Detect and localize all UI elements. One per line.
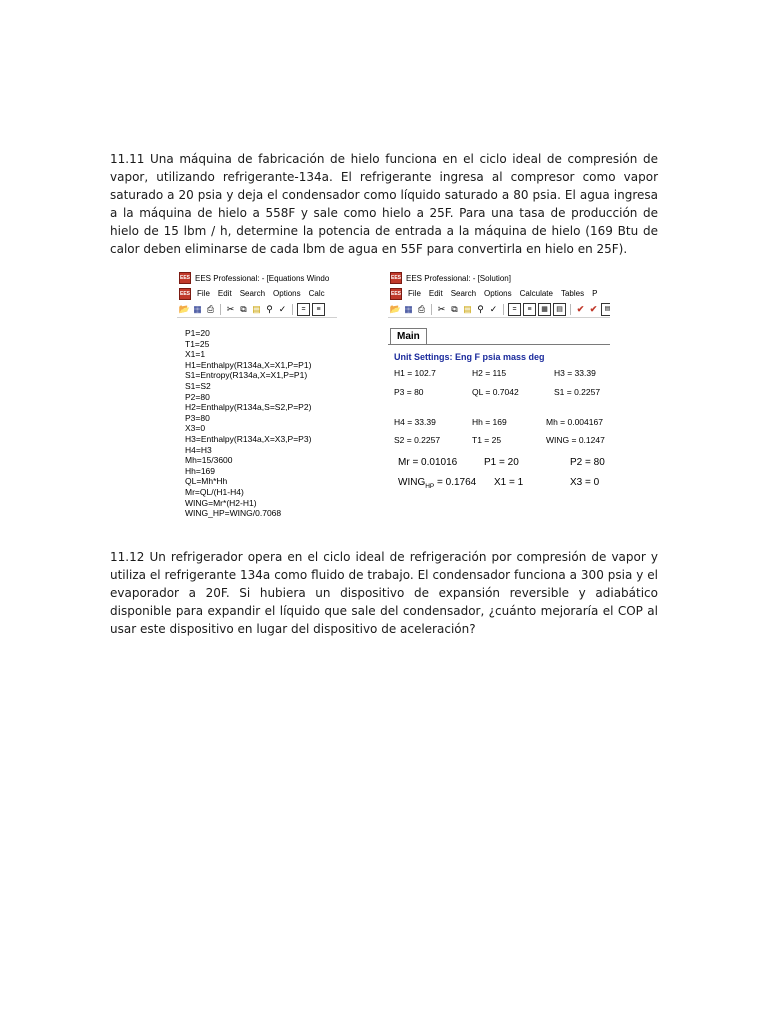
equation-line[interactable]: QL=Mh*Hh: [185, 476, 228, 487]
value-h1: H1 = 102.7: [394, 368, 436, 378]
formatted-equations-icon[interactable]: ≡: [523, 303, 536, 316]
problem-11-12-paragraph: [110, 548, 658, 638]
check-units-icon[interactable]: ✓: [278, 303, 287, 314]
solution-tab-bar: [388, 324, 610, 345]
equation-line[interactable]: T1=25: [185, 338, 210, 349]
ees-solution-window: [388, 270, 610, 498]
equation-line[interactable]: H3=Enthalpy(R134a,X=X3,P=P3): [185, 433, 312, 444]
menu-calculate[interactable]: Calc: [308, 289, 325, 298]
menu-plots[interactable]: P: [592, 289, 598, 298]
equation-line[interactable]: S1=Entropy(R134a,X=X1,P=P1): [185, 370, 308, 381]
equations-title-bar: [177, 270, 337, 286]
wing-hp-name: WING: [398, 477, 426, 488]
menu-file[interactable]: File: [197, 289, 210, 298]
formatted-equations-icon[interactable]: ≡: [312, 303, 325, 316]
check-units-icon[interactable]: ✓: [489, 303, 498, 314]
equations-window-icon[interactable]: =: [508, 303, 521, 316]
value-h2: H2 = 115: [472, 368, 507, 378]
table-window-icon[interactable]: ▤: [553, 303, 566, 316]
problem-text: Un refrigerador opera en el ciclo ideal de refrigeración por compresión de vapor y utiliza el refrigerante 134a como fluido de trabajo. El condensador funciona a 300 psia y el evaporador a 20F. Si hubiera un dispositivo de expansión reversible y adiabático disponible para expandir el líquido que sale del condensador, ¿cuánto mejoraría el COP al usar este dispositivo en lugar del dispositivo de aceleración?: [110, 550, 658, 636]
wing-hp-value: = 0.1764: [434, 477, 477, 488]
equation-line[interactable]: P2=80: [185, 391, 210, 402]
problem-number: 11.12: [110, 550, 145, 564]
equations-list: [177, 318, 337, 519]
equations-window-title: EES Professional: - [Equations Windo: [195, 273, 330, 283]
copy-icon[interactable]: ⧉: [451, 303, 458, 314]
solve-check-icon[interactable]: ✔: [576, 303, 585, 314]
value-mh: Mh = 0.004167: [546, 417, 603, 427]
equation-line[interactable]: X3=0: [185, 423, 206, 434]
value-s2: S2 = 0.2257: [394, 435, 441, 445]
equation-line[interactable]: H2=Enthalpy(R134a,S=S2,P=P2): [185, 402, 312, 413]
ees-doc-icon: EES: [179, 288, 191, 300]
equation-line[interactable]: WING_HP=WING/0.7068: [185, 508, 282, 519]
ees-doc-icon: EES: [390, 288, 402, 300]
toolbar-separator: [431, 304, 432, 315]
paste-icon[interactable]: ▤: [252, 303, 261, 314]
value-wing: WING = 0.1247: [546, 435, 605, 445]
cut-icon[interactable]: ✂: [437, 303, 446, 314]
open-folder-icon[interactable]: 📂: [178, 303, 191, 314]
menu-edit[interactable]: Edit: [217, 289, 232, 298]
value-x3: X3 = 0: [570, 477, 600, 488]
menu-search[interactable]: Search: [450, 289, 477, 298]
open-folder-icon[interactable]: 📂: [389, 303, 402, 314]
equation-line[interactable]: H1=Enthalpy(R134a,X=X1,P=P1): [185, 359, 312, 370]
toolbar-separator: [570, 304, 571, 315]
find-icon[interactable]: ⚲: [266, 303, 273, 314]
value-p2: P2 = 80: [570, 457, 605, 468]
equations-window-icon[interactable]: =: [297, 303, 310, 316]
save-icon[interactable]: ▦: [193, 303, 202, 314]
print-icon[interactable]: ⎙: [206, 303, 215, 314]
cut-icon[interactable]: ✂: [226, 303, 235, 314]
equations-menu-bar: [177, 286, 337, 301]
value-t1: T1 = 25: [472, 435, 502, 445]
solution-values: [388, 362, 610, 498]
equation-line[interactable]: P1=20: [185, 328, 210, 338]
menu-options[interactable]: Options: [484, 289, 512, 298]
solution-menu-bar: [388, 286, 610, 301]
equation-line[interactable]: P3=80: [185, 412, 210, 423]
unit-settings-label: Unit Settings: Eng F psia mass deg: [394, 352, 545, 362]
problem-11-11-paragraph: [110, 150, 658, 258]
solution-title-bar: [388, 270, 610, 286]
equation-line[interactable]: WING=Mr*(H2-H1): [185, 497, 257, 508]
problem-text: Una máquina de fabricación de hielo funciona en el ciclo ideal de compresión de vapor, utilizando refrigerante-134a. El refrigerante ingresa al compresor como vapor saturado a 20 psia y deja el condensador como líquido saturado a 80 psia. El agua ingresa a la máquina de hielo a 558F y sale como hielo a 25F. Para una tasa de producción de hielo de 15 lbm / h, determine la potencia de entrada a la máquina de hielo (169 Btu de calor deben eliminarse de cada lbm de agua en 55F para convertirla en hielo en 25F).: [110, 152, 658, 256]
value-x1: X1 = 1: [494, 477, 524, 488]
solution-window-icon[interactable]: ▦: [538, 303, 551, 316]
calculator-icon[interactable]: ▤: [601, 303, 610, 316]
ees-equations-window: [177, 270, 337, 522]
equation-line[interactable]: Mr=QL/(H1-H4): [185, 486, 244, 497]
equation-line[interactable]: Mh=15/3600: [185, 455, 233, 466]
equation-line[interactable]: H4=H3: [185, 444, 212, 455]
menu-tables[interactable]: Tables: [560, 289, 585, 298]
problem-number: 11.11: [110, 152, 145, 166]
toolbar-separator: [220, 304, 221, 315]
menu-calculate[interactable]: Calculate: [519, 289, 553, 298]
equation-line[interactable]: X1=1: [185, 349, 206, 360]
equations-toolbar: [177, 301, 337, 318]
value-p3: P3 = 80: [394, 387, 424, 397]
solution-toolbar: [388, 301, 610, 318]
value-h4: H4 = 33.39: [394, 417, 436, 427]
find-icon[interactable]: ⚲: [477, 303, 484, 314]
paste-icon[interactable]: ▤: [463, 303, 472, 314]
value-s1: S1 = 0.2257: [554, 387, 601, 397]
value-p1: P1 = 20: [484, 457, 519, 468]
copy-icon[interactable]: ⧉: [240, 303, 247, 314]
tab-main[interactable]: Main: [390, 328, 427, 344]
wing-hp-subscript: HP: [425, 483, 435, 490]
value-ql: QL = 0.7042: [472, 387, 519, 397]
ees-app-icon: EES: [390, 272, 402, 284]
print-icon[interactable]: ⎙: [417, 303, 426, 314]
equation-line[interactable]: S1=S2: [185, 380, 211, 391]
value-mr: Mr = 0.01016: [398, 457, 458, 468]
menu-file[interactable]: File: [408, 289, 421, 298]
menu-search[interactable]: Search: [239, 289, 266, 298]
solution-window-title: EES Professional: - [Solution]: [406, 273, 511, 283]
value-wing-hp: [398, 477, 476, 490]
toolbar-separator: [503, 304, 504, 315]
toolbar-separator: [292, 304, 293, 315]
menu-edit[interactable]: Edit: [428, 289, 443, 298]
solve-table-check-icon[interactable]: ✔: [589, 303, 598, 314]
save-icon[interactable]: ▦: [404, 303, 413, 314]
value-h3: H3 = 33.39: [554, 368, 596, 378]
equation-line[interactable]: Hh=169: [185, 465, 216, 476]
menu-options[interactable]: Options: [273, 289, 301, 298]
ees-app-icon: EES: [179, 272, 191, 284]
value-hh: Hh = 169: [472, 417, 507, 427]
